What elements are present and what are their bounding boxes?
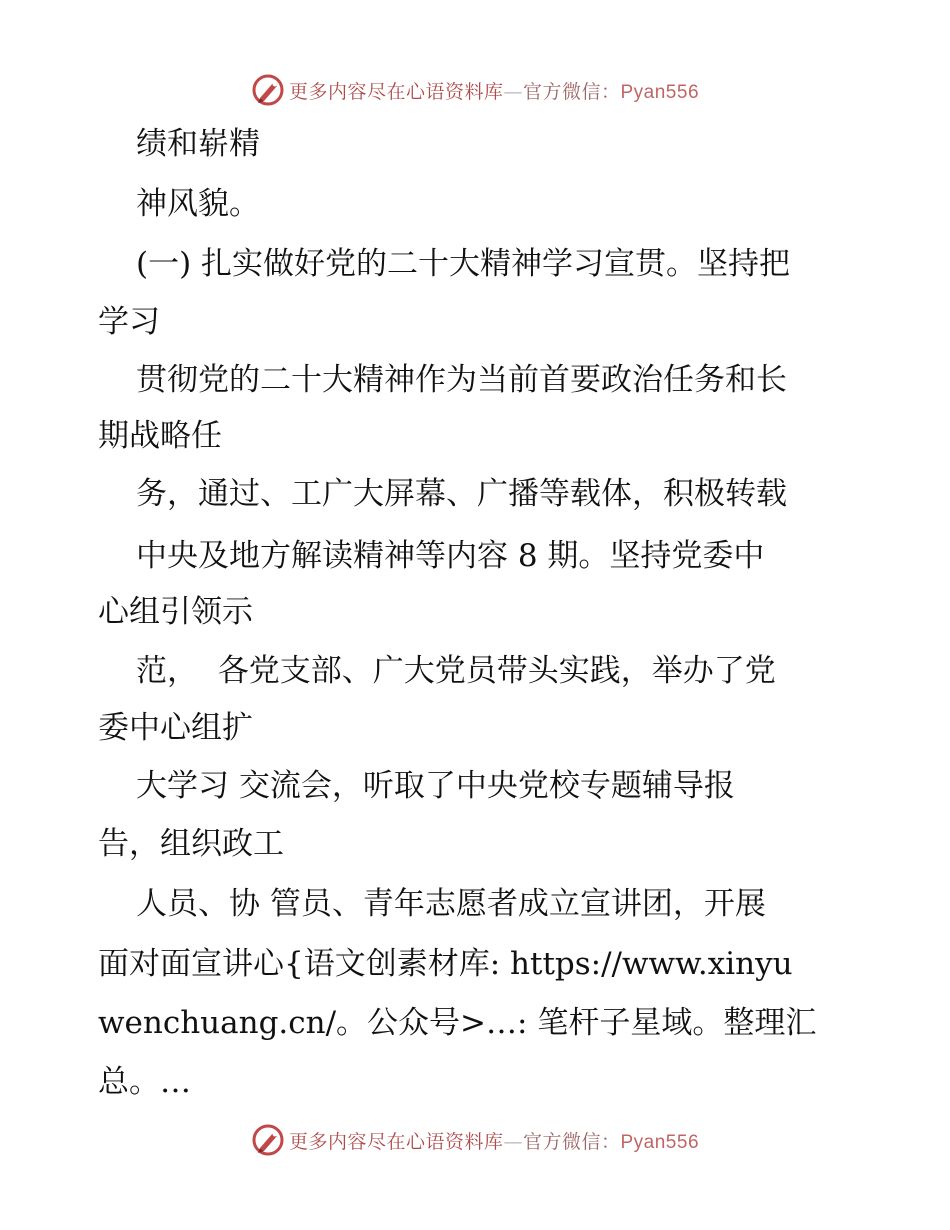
text-line: 范， 各党支部、广大党员带头实践，举办了党 [136, 653, 776, 689]
text-line: 神风貌。 [136, 186, 260, 222]
text-line: 总。… [98, 1064, 191, 1100]
text-line: 务，通过、工广大屏幕、广播等载体，积极转载 [136, 476, 787, 512]
text-line: 告，组织政工 [98, 826, 284, 862]
banner-brand: 更多内容尽在心语资料库 [288, 80, 504, 103]
text-line: 贯彻党的二十大精神作为当前首要政治任务和长 [136, 362, 787, 398]
banner-wechat-label: 官方微信： [522, 1130, 621, 1153]
banner-brand: 更多内容尽在心语资料库 [288, 1130, 504, 1153]
text-line: 人员、协 管员、青年志愿者成立宣讲团，开展 [136, 886, 766, 922]
banner-wechat-id: Pyan556 [620, 81, 700, 103]
banner-separator: — [503, 1130, 523, 1153]
text-line: (一) 扎实做好党的二十大精神学习宣贯。坚持把 [136, 246, 791, 282]
text-line: 面对面宣讲心{语文创素材库: https://www.xinyu [98, 946, 793, 982]
banner-text [289, 1127, 699, 1154]
footer-banner [0, 1120, 950, 1160]
pen-circle-logo-icon [251, 73, 285, 107]
text-line: 期战略任 [98, 418, 222, 454]
banner-text [289, 77, 699, 104]
banner-separator: — [503, 80, 523, 103]
text-line: 中央及地方解读精神等内容 8 期。坚持党委中 [136, 538, 765, 574]
text-line: 绩和崭精 [136, 126, 260, 162]
text-line: 大学习 交流会，听取了中央党校专题辅导报 [136, 768, 735, 804]
header-banner [0, 70, 950, 110]
text-line: 委中心组扩 [98, 710, 253, 746]
text-line: wenchuang.cn/。公众号>…: 笔杆子星域。整理汇 [98, 1005, 817, 1041]
pen-circle-logo-icon [251, 1123, 285, 1157]
text-line: 学习 [98, 304, 160, 340]
banner-wechat-label: 官方微信： [522, 80, 621, 103]
banner-wechat-id: Pyan556 [620, 1131, 700, 1153]
text-line: 心组引领示 [98, 594, 253, 630]
